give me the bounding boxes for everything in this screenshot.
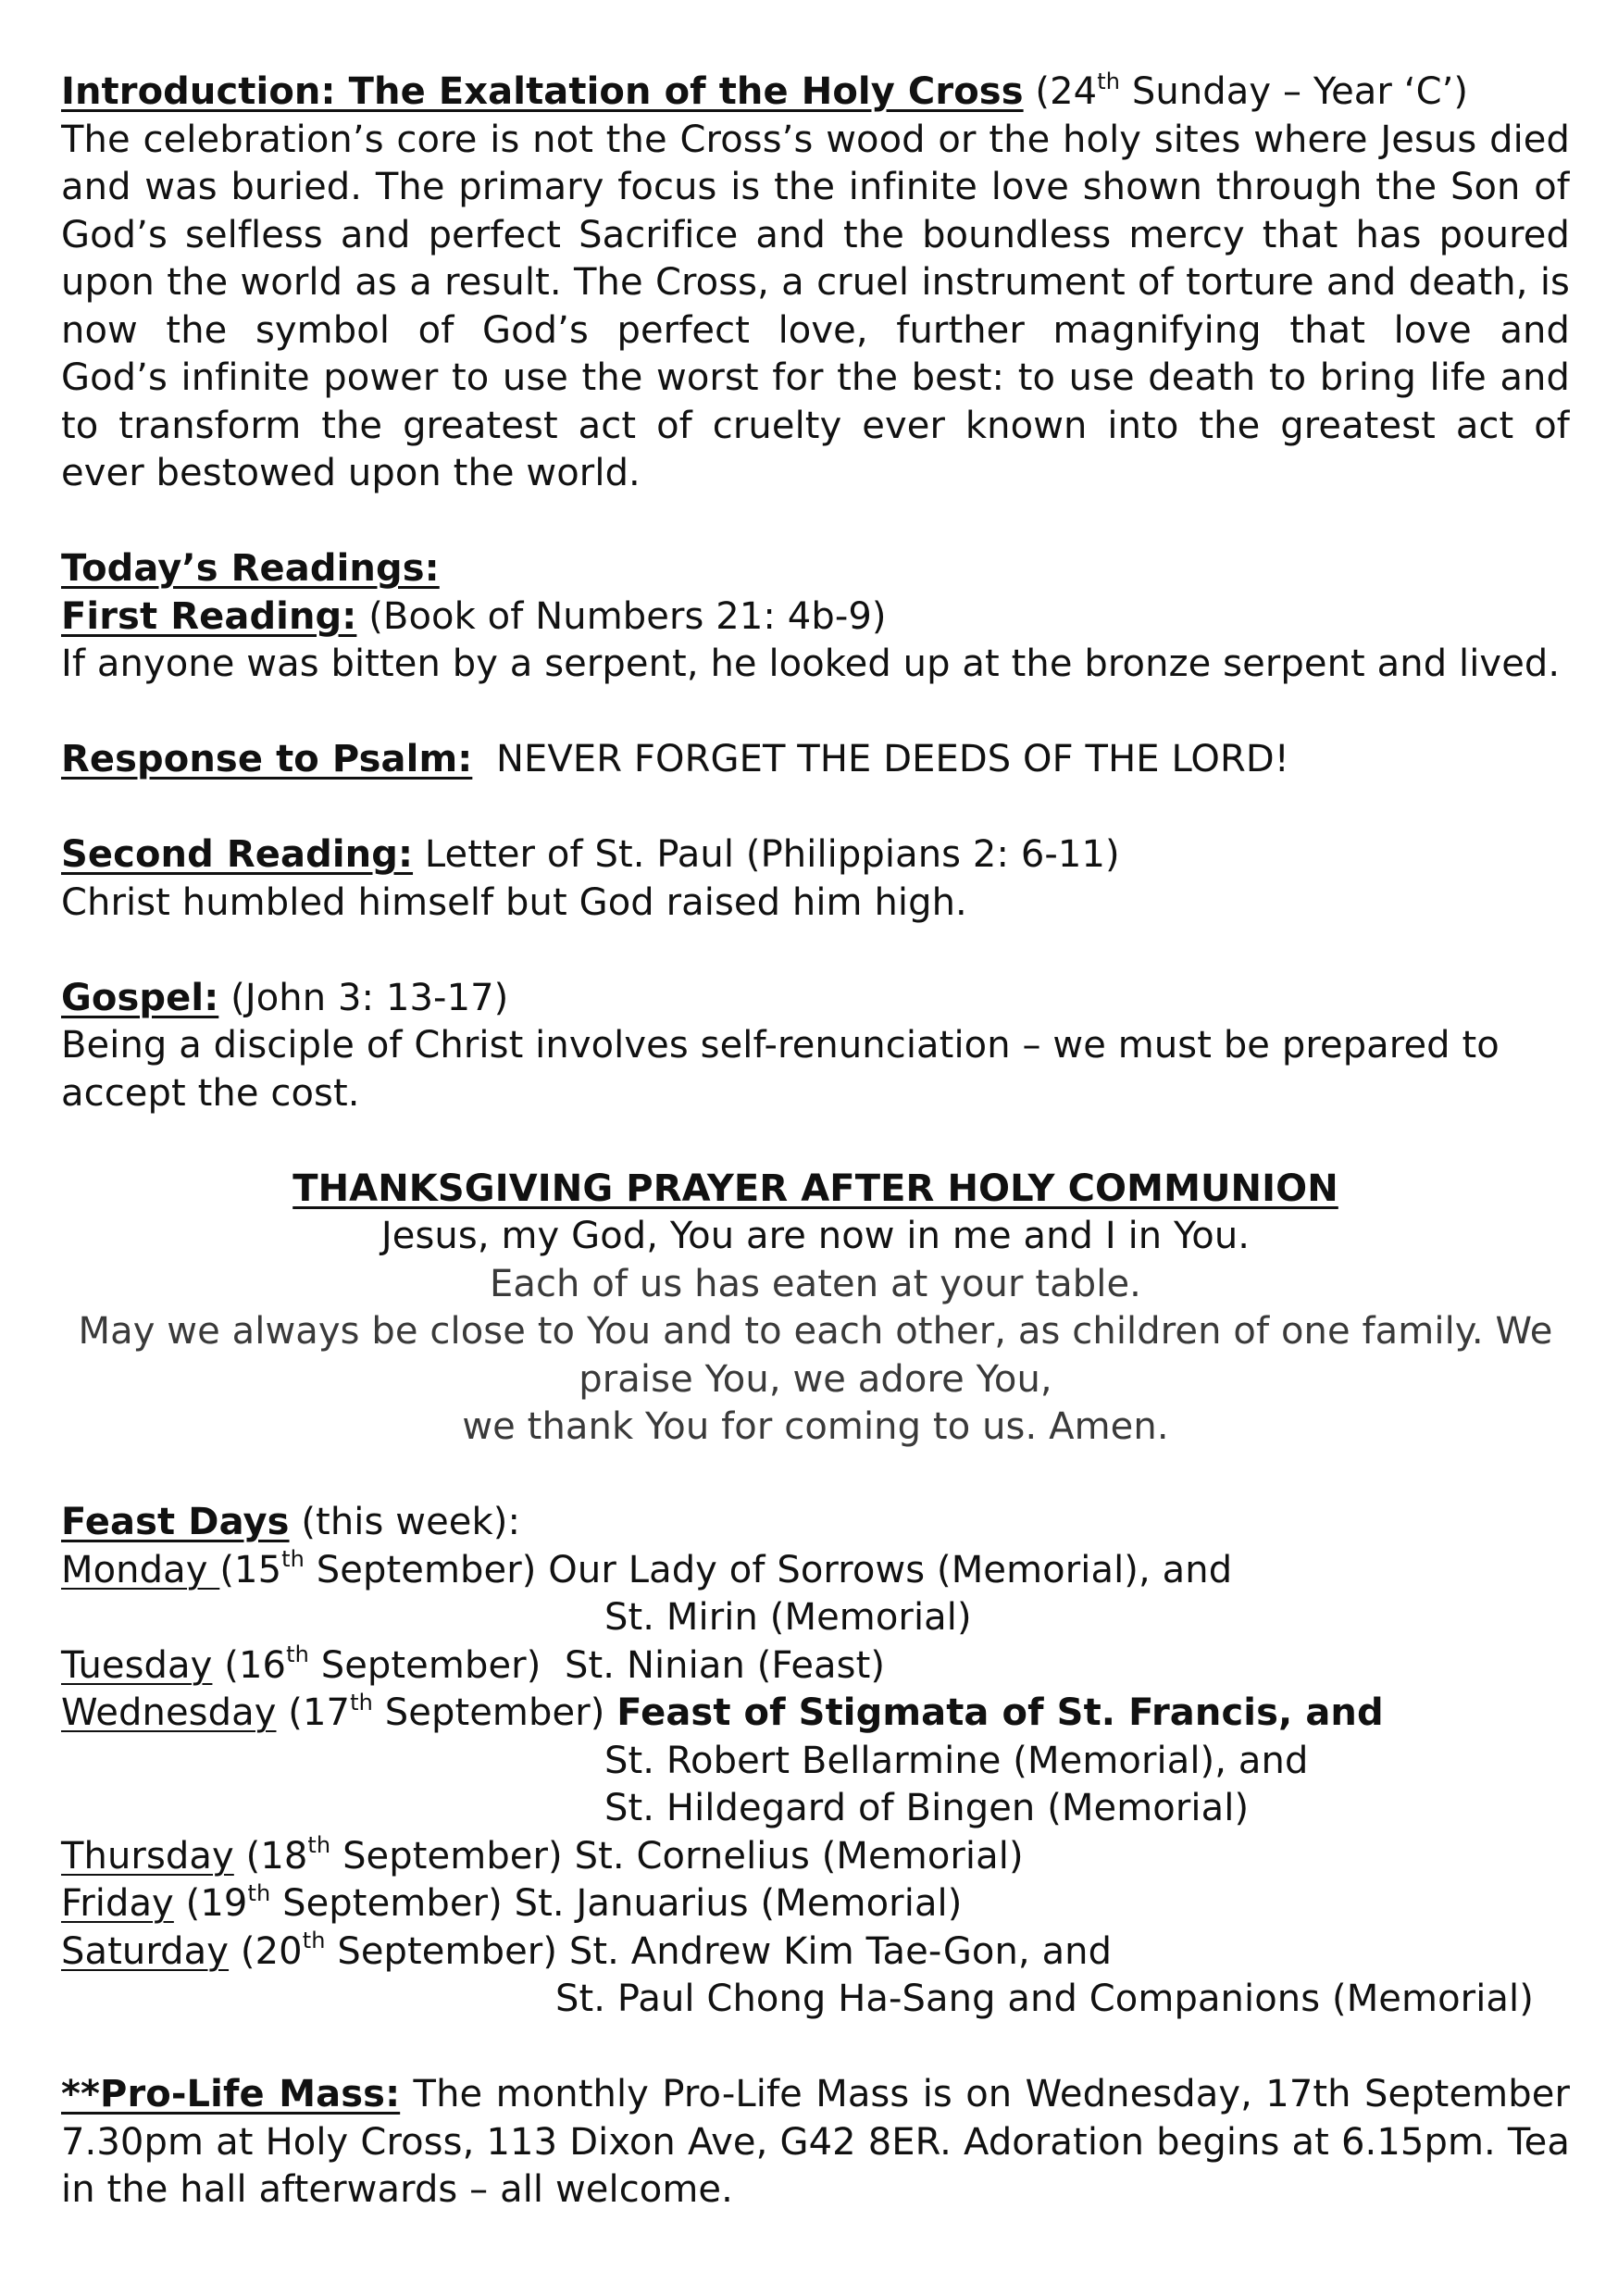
gospel-ref: (John 3: 13-17): [218, 976, 509, 1019]
spacer: [61, 784, 1570, 832]
feast-date-sup: th: [247, 1879, 271, 1906]
feast-date-close: September): [270, 1882, 503, 1925]
feast-extra-line: St. Mirin (Memorial): [604, 1596, 972, 1639]
feast-day-row: [61, 1833, 1570, 1881]
feast-bold-text: Feast of Stigmata of St. Francis, and: [616, 1691, 1384, 1734]
prayer-line: Jesus, my God, You are now in me and I in You.: [380, 1215, 1251, 1257]
intro-subtitle-open: (24: [1023, 70, 1098, 113]
feast-day-name: Saturday: [61, 1929, 230, 1973]
feast-day-name: Friday: [61, 1882, 174, 1925]
feast-day-row: [61, 1880, 1570, 1928]
feast-extra-line: St. Robert Bellarmine (Memorial), and: [604, 1739, 1309, 1782]
first-reading-text: If anyone was bitten by a serpent, he looked up at the bronze serpent and lived.: [61, 643, 1561, 685]
gospel-text: Being a disciple of Christ involves self-renunciation – we must be prepared to: [61, 1024, 1500, 1067]
spacer: [61, 689, 1570, 737]
feast-day-row: [61, 1690, 1570, 1738]
feast-day-row: [61, 1547, 1570, 1595]
prayer-line: May we always be close to You and to each other, as children of one family. We: [78, 1310, 1553, 1353]
gospel-label: Gospel:: [61, 976, 219, 1019]
feast-date-open: (15: [219, 1548, 282, 1591]
prolife-label: **Pro-Life Mass:: [61, 2073, 401, 2115]
feast-date-close: September): [330, 1834, 563, 1878]
prayer-heading-line: [61, 1166, 1570, 1214]
gospel-text: accept the cost.: [61, 1071, 360, 1115]
prayer-line: Each of us has eaten at your table.: [489, 1262, 1141, 1305]
feast-text: Our Lady of Sorrows (Memorial), and: [536, 1548, 1233, 1591]
spacer: [61, 1117, 1570, 1166]
feast-date-open: (16: [212, 1643, 287, 1687]
feast-date-sup: th: [281, 1546, 305, 1573]
second-reading-text: Christ humbled himself but God raised him high.: [61, 880, 967, 924]
feast-date-close: September): [372, 1691, 605, 1734]
feast-extra-line: St. Paul Chong Ha-Sang and Companions (Memorial): [555, 1978, 1534, 2020]
first-reading-line: [61, 593, 1570, 642]
feast-date-sup: th: [286, 1641, 309, 1668]
second-reading-label: Second Reading:: [61, 833, 414, 876]
spacer: [61, 2024, 1570, 2072]
feast-days-heading-line: [61, 1499, 1570, 1547]
feast-date-sup: th: [350, 1689, 373, 1716]
intro-line: God’s selfless and perfect Sacrifice and the boundless mercy that has poured: [61, 213, 1570, 256]
feast-day-name: Thursday: [61, 1834, 234, 1878]
feast-date-close: September): [325, 1929, 558, 1973]
feast-text: St. Januarius (Memorial): [502, 1882, 963, 1925]
psalm-line: [61, 736, 1570, 784]
prayer-heading: THANKSGIVING PRAYER AFTER HOLY COMMUNION: [292, 1167, 1338, 1210]
intro-heading-line: [61, 69, 1570, 117]
feast-extra-line: St. Hildegard of Bingen (Memorial): [604, 1787, 1250, 1829]
gospel-line: [61, 975, 1570, 1023]
second-reading-line: [61, 831, 1570, 880]
intro-heading: Introduction: The Exaltation of the Holy Cross: [61, 70, 1024, 113]
prayer-line: praise You, we adore You,: [579, 1357, 1052, 1401]
prolife-text: The monthly Pro-Life Mass is on Wednesday, 17th September: [413, 2073, 1570, 2115]
intro-line: and was buried. The primary focus is the infinite love shown through the Son of: [61, 166, 1570, 208]
prayer-line: we thank You for coming to us. Amen.: [462, 1405, 1169, 1448]
prolife-line: [61, 2071, 1570, 2119]
feast-date-open: (20: [229, 1929, 303, 1973]
intro-line: God’s infinite power to use the worst for the best: to use death to bring life and: [61, 356, 1570, 399]
feast-text: St. Ninian (Feast): [541, 1643, 886, 1687]
feast-day-row: [61, 1928, 1570, 1977]
feast-date-open: (19: [173, 1882, 248, 1925]
spacer: [61, 1452, 1570, 1500]
intro-subtitle-sup: th: [1097, 68, 1121, 94]
first-reading-ref: (Book of Numbers 21: 4b-9): [356, 594, 887, 638]
feast-date-sup: th: [302, 1928, 326, 1954]
feast-date-close: September): [304, 1548, 537, 1591]
first-reading-label: First Reading:: [61, 594, 357, 638]
feast-date-close: September): [308, 1643, 541, 1687]
feast-day-row: [61, 1642, 1570, 1691]
feast-day-name: Monday: [61, 1548, 220, 1591]
feast-day-name: Tuesday: [61, 1643, 213, 1687]
feast-day-name: Wednesday: [61, 1691, 277, 1734]
intro-line: The celebration’s core is not the Cross’s wood or the holy sites where Jesus died: [61, 118, 1570, 161]
bulletin-page: [61, 69, 1570, 2215]
feast-date-sup: th: [307, 1832, 331, 1859]
spacer: [61, 927, 1570, 975]
second-reading-ref: Letter of St. Paul (Philippians 2: 6-11): [413, 833, 1120, 876]
feast-days-heading: Feast Days: [61, 1501, 290, 1543]
prolife-line-last: in the hall afterwards – all welcome.: [61, 2168, 733, 2211]
feast-days-note: (this week):: [289, 1501, 521, 1543]
feast-text: St. Andrew Kim Tae-Gon, and: [557, 1929, 1113, 1973]
feast-date-open: (17: [276, 1691, 351, 1734]
intro-subtitle-close: Sunday – Year ‘C’): [1120, 70, 1469, 113]
intro-line: upon the world as a result. The Cross, a cruel instrument of torture and death, is: [61, 261, 1570, 304]
intro-line: to transform the greatest act of cruelty ever known into the greatest act of: [61, 404, 1570, 447]
psalm-text: NEVER FORGET THE DEEDS OF THE LORD!: [472, 738, 1289, 780]
feast-text: St. Cornelius (Memorial): [562, 1834, 1024, 1878]
intro-line-last: ever bestowed upon the world.: [61, 452, 641, 494]
readings-heading: Today’s Readings:: [61, 547, 440, 590]
spacer: [61, 498, 1570, 546]
feast-date-open: (18: [233, 1834, 308, 1878]
intro-line: now the symbol of God’s perfect love, further magnifying that love and: [61, 308, 1570, 352]
psalm-label: Response to Psalm:: [61, 738, 473, 780]
feast-text: [604, 1691, 616, 1734]
prolife-line: 7.30pm at Holy Cross, 113 Dixon Ave, G42 8ER. Adoration begins at 6.15pm. Tea: [61, 2120, 1570, 2164]
